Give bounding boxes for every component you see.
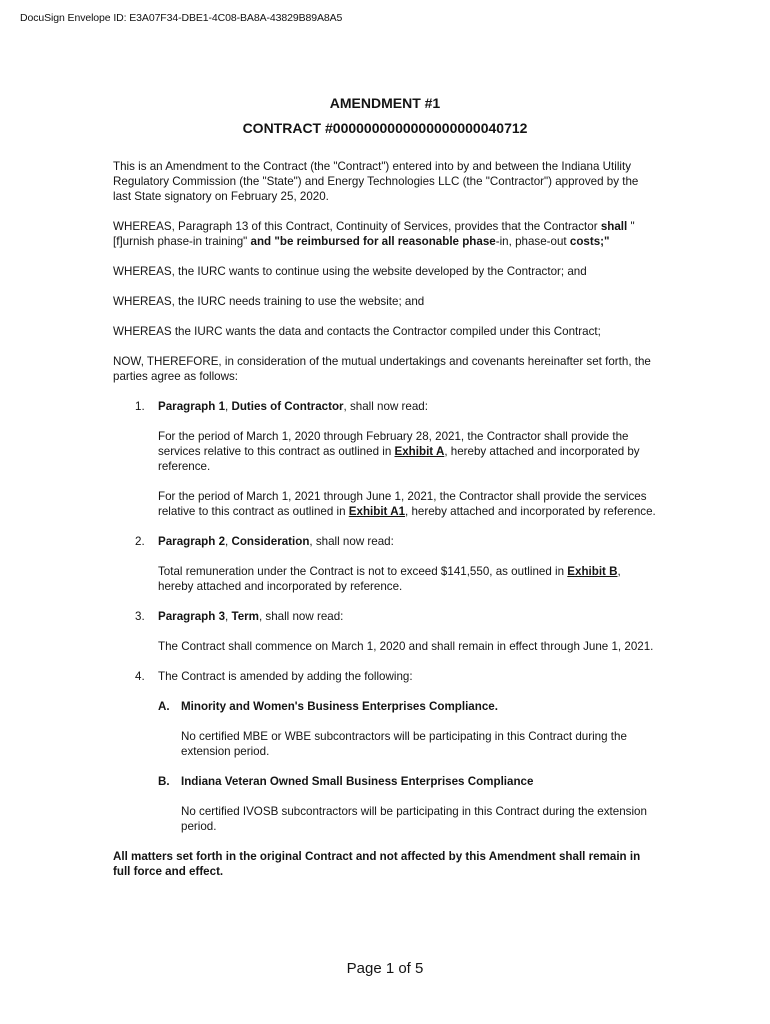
whereas-1-rest: -in, phase-out (495, 235, 567, 248)
sub-item-letter: A. (158, 700, 170, 713)
item-1-paragraph-2 (113, 489, 658, 519)
whereas-paragraph-3: WHEREAS, the IURC needs training to use the website; and (113, 295, 425, 308)
item-tail: , shall now read: (258, 610, 344, 623)
list-item-3 (113, 609, 658, 624)
page-number: Page 1 of 5 (346, 960, 424, 977)
item-sep: , (225, 535, 232, 548)
document-body (113, 159, 658, 894)
item-sep: , (225, 610, 232, 623)
list-number: 2. (135, 535, 145, 548)
item-text: Total remuneration under the Contract is not to exceed $141,550, as outlined in (158, 565, 568, 578)
whereas-paragraph-1 (113, 219, 658, 249)
list-number: 1. (135, 400, 145, 413)
item-name: Duties of Contractor (231, 400, 344, 413)
item-text: , hereby attached and incorporated by reference. (158, 445, 640, 473)
item-label: Paragraph 1 (158, 400, 226, 413)
sub-item-a (113, 699, 658, 714)
whereas-1-quote-1: "[f]urnish phase-in training" (113, 220, 635, 248)
list-item-4 (113, 669, 658, 684)
item-name: Term (231, 610, 259, 623)
item-text: , hereby attached and incorporated by reference. (158, 565, 621, 593)
whereas-1-quote-2: "be reimbursed for all reasonable phase (274, 235, 496, 248)
item-tail: , shall now read: (309, 535, 394, 548)
whereas-1-costs: costs;" (569, 235, 610, 248)
sub-item-a-body: No certified MBE or WBE subcontractors will be participating in this Contract during the extension period. (181, 730, 627, 758)
list-item-1 (113, 399, 658, 414)
sub-item-letter: B. (158, 775, 170, 788)
document-title: AMENDMENT #1 (329, 95, 441, 111)
contract-number: CONTRACT #0000000000000000000040712 (242, 120, 528, 136)
intro-paragraph: This is an Amendment to the Contract (the "Contract") entered into by and between the Indiana Utility Regulatory Commission (the "State") and Energy Technologies LLC (the "Contractor") approved by the last State signatory on February 25, 2020. (113, 160, 639, 203)
item-2-paragraph-1 (113, 564, 658, 594)
whereas-1-shall: shall (600, 220, 628, 233)
closing-paragraph: All matters set forth in the original Contract and not affected by this Amendment shall remain in full force and effect. (113, 850, 641, 878)
item-name: Consideration (231, 535, 310, 548)
sub-item-title: Minority and Women's Business Enterprises Compliance. (181, 700, 498, 713)
item-text: For the period of March 1, 2020 through February 28, 2021, the Contractor shall provide the services relative to this contract as outlined in (158, 430, 629, 458)
sub-item-b-body: No certified IVOSB subcontractors will be participating in this Contract during the extension period. (181, 805, 647, 833)
therefore-paragraph: NOW, THEREFORE, in consideration of the mutual undertakings and covenants hereinafter set forth, the parties agree as follows: (113, 355, 651, 383)
item-3-paragraph-1: The Contract shall commence on March 1, 2020 and shall remain in effect through June 1, 2021. (158, 640, 654, 653)
exhibit-a1-link[interactable]: Exhibit A1 (348, 505, 406, 518)
whereas-1-text: WHEREAS, Paragraph 13 of this Contract, Continuity of Services, provides that the Contractor (113, 220, 598, 233)
envelope-id: DocuSign Envelope ID: E3A07F34-DBE1-4C08-BA8A-43829B89A8A5 (20, 12, 343, 24)
item-tail: , shall now read: (343, 400, 428, 413)
item-1-paragraph-1 (113, 429, 658, 474)
sub-item-b (113, 774, 658, 789)
item-text: , hereby attached and incorporated by reference. (405, 505, 656, 518)
item-label: Paragraph 2 (158, 535, 226, 548)
whereas-paragraph-2: WHEREAS, the IURC wants to continue using the website developed by the Contractor; and (113, 265, 587, 278)
whereas-paragraph-4: WHEREAS the IURC wants the data and contacts the Contractor compiled under this Contract; (113, 325, 601, 338)
item-text: For the period of March 1, 2021 through June 1, 2021, the Contractor shall provide the services relative to this contract as outlined in (158, 490, 647, 518)
list-item-2 (113, 534, 658, 549)
item-label: Paragraph 3 (158, 610, 226, 623)
exhibit-b-link[interactable]: Exhibit B (567, 565, 618, 578)
list-number: 4. (135, 670, 145, 683)
exhibit-a-link[interactable]: Exhibit A (394, 445, 445, 458)
list-number: 3. (135, 610, 145, 623)
item-text: The Contract is amended by adding the following: (158, 670, 413, 683)
sub-item-title: Indiana Veteran Owned Small Business Enterprises Compliance (181, 775, 534, 788)
whereas-1-and: and (250, 235, 272, 248)
item-sep: , (225, 400, 232, 413)
